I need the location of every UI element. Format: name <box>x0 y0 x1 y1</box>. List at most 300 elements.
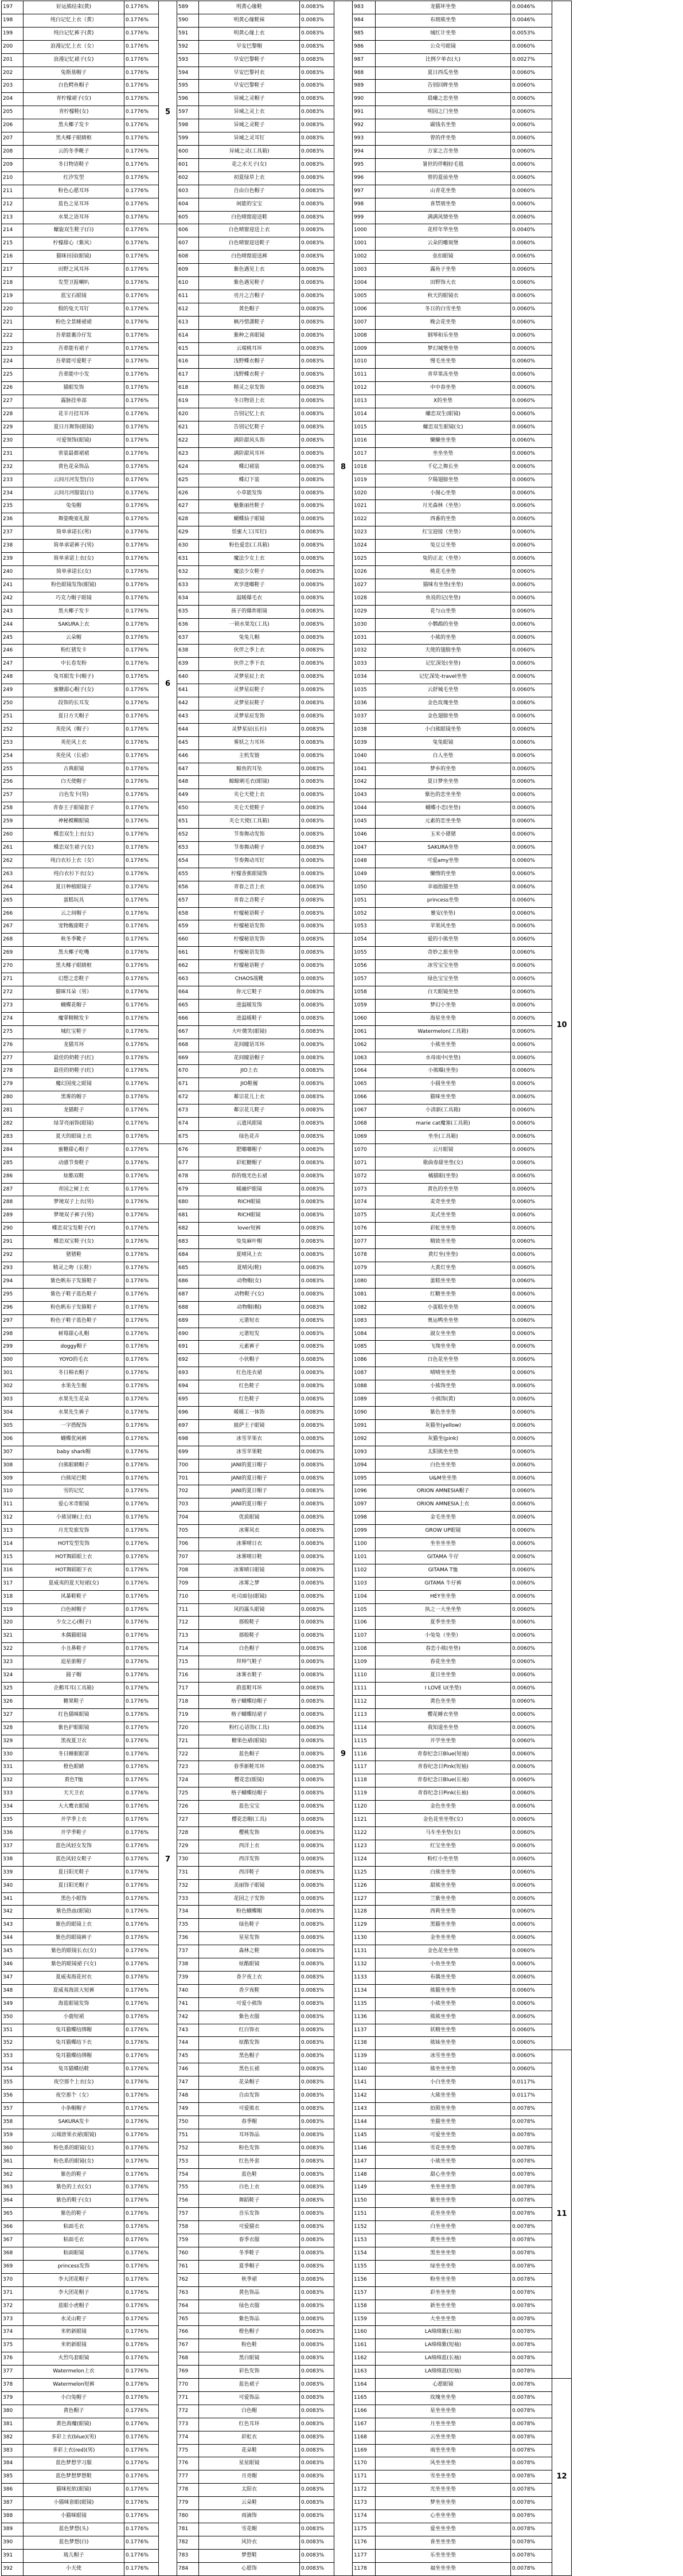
item-rank: 198 <box>2 14 24 27</box>
item-rank: 635 <box>177 605 199 618</box>
item-probability: 0.0060% <box>511 500 552 513</box>
table-row <box>353 513 572 526</box>
item-rank: 690 <box>177 1328 199 1341</box>
item-name: 碳钱名坐垫 <box>376 119 511 132</box>
table-row <box>2 1 177 14</box>
item-name: 优质眼镜 <box>199 1512 300 1525</box>
table-row <box>2 1879 177 1892</box>
item-name: 云朵的雕刻堡 <box>376 237 511 251</box>
item-probability: 0.0083% <box>300 500 334 513</box>
item-rank: 1161 <box>353 2339 376 2352</box>
item-probability: 0.0060% <box>511 1012 552 1025</box>
table-row <box>353 1683 572 1696</box>
item-probability: 0.0060% <box>511 947 552 960</box>
item-rank: 1130 <box>353 1932 376 1945</box>
table-row <box>177 684 353 697</box>
item-probability: 0.1776% <box>124 1301 159 1314</box>
table-row <box>177 1446 353 1459</box>
table-row <box>2 934 177 947</box>
item-rank: 263 <box>2 868 24 881</box>
item-rank: 658 <box>177 907 199 920</box>
item-probability: 0.0060% <box>511 474 552 487</box>
item-name: 小鹿短裙 <box>24 2011 124 2024</box>
item-rank: 653 <box>177 842 199 855</box>
item-probability: 0.0083% <box>300 947 334 960</box>
table-row <box>353 106 572 119</box>
item-probability: 0.0060% <box>511 342 552 356</box>
table-row <box>177 1433 353 1446</box>
table-row <box>353 881 572 894</box>
item-rank: 245 <box>2 631 24 645</box>
table-row <box>353 2234 572 2247</box>
item-probability: 0.0083% <box>300 1801 334 1814</box>
item-rank: 311 <box>2 1498 24 1512</box>
table-row <box>2 1196 177 1209</box>
item-name: HOT发型发饰 <box>24 1538 124 1551</box>
item-rank: 286 <box>2 1170 24 1183</box>
item-rank: 1012 <box>353 382 376 395</box>
table-row <box>177 842 353 855</box>
item-probability: 0.1776% <box>124 1170 159 1183</box>
table-row <box>353 14 572 27</box>
item-probability: 0.1776% <box>124 14 159 27</box>
item-probability: 0.0083% <box>300 815 334 829</box>
item-rank: 769 <box>177 2366 199 2379</box>
item-name: 花坐坐坐垫 <box>376 2208 511 2221</box>
table-row <box>177 2221 353 2234</box>
item-name: 青春纪念日Blue(长袖) <box>376 1774 511 1787</box>
item-rank: 1077 <box>353 1236 376 1249</box>
table-row <box>177 1853 353 1866</box>
item-probability: 0.0060% <box>511 421 552 435</box>
item-probability: 0.1776% <box>124 2352 159 2366</box>
item-probability: 0.0078% <box>511 2260 552 2273</box>
table-row <box>353 697 572 711</box>
item-name: 红汐发型 <box>24 171 124 185</box>
item-rank: 1156 <box>353 2273 376 2286</box>
item-probability: 0.0060% <box>511 1157 552 1170</box>
item-name: 白色发卡(男) <box>24 789 124 802</box>
item-rank: 199 <box>2 27 24 40</box>
item-name: 蜜糖甜心帽子(女) <box>24 684 124 697</box>
item-probability: 0.0083% <box>300 1512 334 1525</box>
item-name: 黑色小眼饰 <box>24 1892 124 1906</box>
table-row <box>177 1722 353 1735</box>
item-rank: 1072 <box>353 1170 376 1183</box>
item-rank: 347 <box>2 1971 24 1984</box>
item-probability: 0.1776% <box>124 1683 159 1696</box>
item-name: 小清新(工具箱) <box>376 1104 511 1118</box>
item-probability: 0.0060% <box>511 1708 552 1722</box>
table-row <box>177 776 353 789</box>
table-row <box>177 763 353 776</box>
item-rank: 607 <box>177 237 199 251</box>
item-name: 青春纪念日Pink(长袖) <box>376 1787 511 1801</box>
item-name: 秋季裙 <box>199 2273 300 2286</box>
table-row <box>177 1669 353 1683</box>
item-name: 冰雾之梦 <box>199 1577 300 1590</box>
item-name: 早安巴黎衬衣 <box>199 67 300 80</box>
item-probability: 0.1776% <box>124 526 159 540</box>
table-row <box>2 829 177 842</box>
item-rank: 642 <box>177 697 199 711</box>
item-rank: 323 <box>2 1656 24 1669</box>
item-name: 兔兔儿帽 <box>199 631 300 645</box>
table-row <box>353 1341 572 1354</box>
item-probability: 0.1776% <box>124 1275 159 1288</box>
item-name: 梦幻城堡坐垫 <box>376 342 511 356</box>
table-row <box>177 1866 353 1879</box>
table-row <box>353 316 572 329</box>
item-rank: 350 <box>2 2011 24 2024</box>
item-probability: 0.0060% <box>511 540 552 553</box>
item-name: 小熊冒睡(上衣) <box>24 1512 124 1525</box>
item-rank: 713 <box>177 1630 199 1643</box>
item-name: 夏日月舞饰(眼镜) <box>24 421 124 435</box>
table-row <box>353 1695 572 1708</box>
item-rank: 672 <box>177 1091 199 1104</box>
item-rank: 356 <box>2 2090 24 2103</box>
table-row <box>2 947 177 960</box>
item-name: 黑夫椰子发卡 <box>24 119 124 132</box>
item-name: 记忆深处(坐垫) <box>376 658 511 671</box>
item-rank: 1007 <box>353 316 376 329</box>
table-row <box>2 2011 177 2024</box>
item-probability: 0.0060% <box>511 999 552 1012</box>
item-probability: 0.0083% <box>300 1143 334 1157</box>
item-probability: 0.0060% <box>511 2037 552 2050</box>
item-rank: 372 <box>2 2300 24 2313</box>
table-row <box>177 474 353 487</box>
item-probability: 0.1776% <box>124 185 159 198</box>
item-name: 异域之灵上衣 <box>199 106 300 119</box>
item-name: 粉红心语饰(工具) <box>199 1722 300 1735</box>
item-rank: 1138 <box>353 2037 376 2050</box>
table-row <box>2 2444 177 2457</box>
table-row <box>2 553 177 566</box>
item-rank: 1150 <box>353 2195 376 2208</box>
item-rank: 1045 <box>353 815 376 829</box>
table-row <box>177 815 353 829</box>
item-rank: 984 <box>353 14 376 27</box>
item-rank: 680 <box>177 1196 199 1209</box>
item-probability: 0.0078% <box>511 2418 552 2431</box>
item-probability: 0.0083% <box>300 93 334 106</box>
item-rank: 784 <box>177 2562 199 2575</box>
item-rank: 351 <box>2 2024 24 2037</box>
item-rank: 1097 <box>353 1498 376 1512</box>
item-rank: 591 <box>177 27 199 40</box>
table-row <box>177 316 353 329</box>
item-probability: 0.0078% <box>511 2326 552 2339</box>
item-name: 蛋糕坐坐垫 <box>376 1275 511 1288</box>
item-rank: 1071 <box>353 1157 376 1170</box>
item-probability: 0.0060% <box>511 277 552 290</box>
item-probability: 0.0083% <box>300 1840 334 1853</box>
table-row <box>177 395 353 408</box>
item-rank: 754 <box>177 2168 199 2181</box>
item-name: 布偶坐坐垫 <box>376 1971 511 1984</box>
table-row <box>353 2549 572 2562</box>
item-name: 中长卷发粉 <box>24 658 124 671</box>
item-probability: 0.0083% <box>300 1367 334 1380</box>
table-row <box>353 1564 572 1577</box>
item-probability: 0.0083% <box>300 1735 334 1748</box>
table-row <box>177 106 353 119</box>
item-probability: 0.0083% <box>300 1577 334 1590</box>
table-row <box>177 960 353 973</box>
item-name: 晚会花坐垫 <box>376 316 511 329</box>
table-row <box>177 2050 353 2063</box>
item-name: YOYO的毛衣 <box>24 1354 124 1367</box>
table-row <box>353 80 572 93</box>
item-probability: 0.0083% <box>300 2260 334 2273</box>
item-name: 灰猫坐(yellow) <box>376 1419 511 1433</box>
table-row <box>353 1787 572 1801</box>
item-rank: 1111 <box>353 1683 376 1696</box>
item-name: 木偶猫眼镜 <box>24 1630 124 1643</box>
item-rank: 243 <box>2 605 24 618</box>
item-probability: 0.0083% <box>300 1958 334 1972</box>
item-name: 水果先生帽 <box>24 1380 124 1394</box>
item-probability: 0.0083% <box>300 251 334 264</box>
item-name: 青春王子眼镜套子 <box>24 802 124 815</box>
table-row <box>177 211 353 224</box>
table-row <box>353 171 572 185</box>
item-name: 蝶幻裙装 <box>199 460 300 474</box>
item-probability: 0.0060% <box>511 645 552 658</box>
item-rank: 235 <box>2 500 24 513</box>
table-row <box>2 1525 177 1538</box>
item-rank: 766 <box>177 2326 199 2339</box>
item-name: 小丑鼻鞋子 <box>24 1643 124 1656</box>
item-probability: 0.0083% <box>300 868 334 881</box>
item-probability: 0.1776% <box>124 960 159 973</box>
item-rank: 1122 <box>353 1826 376 1840</box>
item-name: I LOVE U(坐垫) <box>376 1683 511 1696</box>
item-probability: 0.1776% <box>124 934 159 947</box>
item-rank: 724 <box>177 1774 199 1787</box>
item-name: 舞蹈鞋子 <box>199 2195 300 2208</box>
item-rank: 701 <box>177 1472 199 1485</box>
table-row <box>2 881 177 894</box>
item-name: 海星坐坐垫 <box>376 1012 511 1025</box>
item-name: 可爱熊衣 <box>199 2103 300 2116</box>
item-probability: 0.0083% <box>300 434 334 447</box>
item-probability: 0.0078% <box>511 2129 552 2142</box>
item-rank: 1074 <box>353 1196 376 1209</box>
item-rank: 651 <box>177 815 199 829</box>
item-name: 简单承诺长(女) <box>24 565 124 579</box>
item-probability: 0.0060% <box>511 1826 552 1840</box>
table-row <box>353 631 572 645</box>
item-name: 冰雾晴日衣 <box>199 1538 300 1551</box>
item-name: 你元它鞋子 <box>199 986 300 999</box>
item-name: 金色花坐坐垫 <box>376 1945 511 1958</box>
item-name: 粉坐坐坐垫 <box>376 2273 511 2286</box>
item-rank: 763 <box>177 2286 199 2300</box>
item-rank: 1142 <box>353 2090 376 2103</box>
item-rank: 318 <box>2 1590 24 1603</box>
item-rank: 260 <box>2 829 24 842</box>
item-probability: 0.0083% <box>300 1288 334 1301</box>
item-rank: 273 <box>2 999 24 1012</box>
item-rank: 287 <box>2 1183 24 1196</box>
item-name: 心坐坐坐垫 <box>376 2510 511 2523</box>
table-row <box>177 1354 353 1367</box>
item-rank: 624 <box>177 460 199 474</box>
item-probability: 0.1776% <box>124 1787 159 1801</box>
table-row <box>177 671 353 684</box>
item-name: 花园之子发饰 <box>199 1892 300 1906</box>
table-row <box>2 710 177 723</box>
item-name: 明园之门坐垫 <box>376 106 511 119</box>
item-rank: 1065 <box>353 1078 376 1091</box>
table-row <box>2 973 177 986</box>
item-rank: 346 <box>2 1958 24 1972</box>
item-probability: 0.0060% <box>511 1669 552 1683</box>
table-row <box>177 500 353 513</box>
table-row <box>2 1459 177 1472</box>
item-probability: 0.1776% <box>124 592 159 605</box>
item-name: 魔掌精精发卡 <box>24 1012 124 1025</box>
item-name: 绿色宝宝坐垫 <box>376 973 511 986</box>
item-name: ORION AMNESIA帽子 <box>376 1485 511 1498</box>
table-row <box>177 132 353 146</box>
item-rank: 761 <box>177 2260 199 2273</box>
item-rank: 1069 <box>353 1130 376 1143</box>
item-name: 黑色帽子 <box>199 2050 300 2063</box>
table-row <box>177 408 353 421</box>
table-row <box>353 763 572 776</box>
table-row <box>353 2300 572 2313</box>
item-rank: 210 <box>2 171 24 185</box>
item-probability: 0.1776% <box>124 1695 159 1708</box>
item-rank: 391 <box>2 2549 24 2562</box>
table-row <box>2 2208 177 2221</box>
table-row <box>177 1577 353 1590</box>
item-name: 雨坐坐坐垫 <box>376 2444 511 2457</box>
item-rank: 1109 <box>353 1656 376 1669</box>
item-rank: 1176 <box>353 2536 376 2549</box>
item-probability: 0.0083% <box>300 684 334 697</box>
item-probability: 0.0083% <box>300 881 334 894</box>
table-row <box>353 1748 572 1761</box>
table-row <box>177 2286 353 2300</box>
table-row <box>177 1801 353 1814</box>
item-rank: 373 <box>2 2313 24 2326</box>
table-row <box>353 198 572 211</box>
table-row <box>177 1406 353 1419</box>
item-probability: 0.1776% <box>124 2050 159 2063</box>
item-rank: 992 <box>353 119 376 132</box>
table-row <box>2 1170 177 1183</box>
item-name: 猫咪田园(眼镜) <box>24 251 124 264</box>
item-probability: 0.0060% <box>511 1577 552 1590</box>
item-name: 风暴鞋鞋子 <box>24 1590 124 1603</box>
item-name: 粉色帆布子发箍鞋子 <box>24 1301 124 1314</box>
item-probability: 0.0060% <box>511 1551 552 1564</box>
item-name: LA绵绵蓝(长袖) <box>376 2352 511 2366</box>
item-rank: 767 <box>177 2339 199 2352</box>
item-probability: 0.1776% <box>124 1065 159 1078</box>
item-probability: 0.0083% <box>300 1971 334 1984</box>
item-rank: 777 <box>177 2470 199 2484</box>
item-probability: 0.0083% <box>300 2090 334 2103</box>
item-probability: 0.0083% <box>300 1932 334 1945</box>
item-rank: 202 <box>2 67 24 80</box>
item-name: 粉色鞋 <box>199 2339 300 2352</box>
item-probability: 0.1776% <box>124 2129 159 2142</box>
item-rank: 626 <box>177 487 199 500</box>
item-rank: 1064 <box>353 1065 376 1078</box>
item-probability: 0.1776% <box>124 1236 159 1249</box>
table-row <box>353 1879 572 1892</box>
item-rank: 288 <box>2 1196 24 1209</box>
table-row <box>2 1997 177 2011</box>
item-rank: 1147 <box>353 2155 376 2168</box>
item-rank: 291 <box>2 1236 24 1249</box>
item-probability: 0.0060% <box>511 1485 552 1498</box>
table-row <box>177 1971 353 1984</box>
table-row <box>353 1590 572 1603</box>
item-probability: 0.0083% <box>300 1603 334 1617</box>
item-probability: 0.0083% <box>300 224 334 237</box>
item-probability: 0.1776% <box>124 2549 159 2562</box>
item-name: 一字搭配饰 <box>24 1419 124 1433</box>
item-name: 粘面毛衣 <box>24 2221 124 2234</box>
table-row <box>2 763 177 776</box>
item-probability: 0.0078% <box>511 2103 552 2116</box>
item-probability: 0.1776% <box>124 27 159 40</box>
item-name: 开学季鞋子 <box>24 1826 124 1840</box>
item-name: 绿色鞋子 <box>199 1919 300 1932</box>
table-row <box>353 2260 572 2273</box>
item-name: 比例夕单衣(大) <box>376 53 511 67</box>
item-rank: 344 <box>2 1932 24 1945</box>
table-row <box>2 1104 177 1118</box>
table-row <box>353 2116 572 2129</box>
item-rank: 1141 <box>353 2077 376 2090</box>
item-rank: 1137 <box>353 2024 376 2037</box>
table-row <box>353 1997 572 2011</box>
item-name: 小白兔帽子 <box>24 2391 124 2405</box>
item-name: HOT舞蹈眼上衣 <box>24 1551 124 1564</box>
item-name: 蛋糕玩具 <box>24 894 124 907</box>
item-rank: 779 <box>177 2497 199 2510</box>
item-probability: 0.0083% <box>300 2523 334 2536</box>
item-name: 英伦风上衣 <box>24 736 124 750</box>
item-rank: 327 <box>2 1708 24 1722</box>
table-row <box>353 2273 572 2286</box>
item-probability: 0.0060% <box>511 460 552 474</box>
item-rank: 757 <box>177 2208 199 2221</box>
item-rank: 721 <box>177 1735 199 1748</box>
item-probability: 0.1776% <box>124 1394 159 1407</box>
item-rank: 1080 <box>353 1275 376 1288</box>
item-name: 太阳熊坐坐垫 <box>376 1446 511 1459</box>
item-name: 粉色发饰 <box>199 2142 300 2155</box>
item-name: 紫色的鞋子(女) <box>24 2195 124 2208</box>
item-name: 假的兔天耳钉 <box>24 303 124 316</box>
item-probability: 0.0083% <box>300 1853 334 1866</box>
table-row <box>177 1787 353 1801</box>
item-probability: 0.1776% <box>124 2090 159 2103</box>
item-name: 花间瞳语耳环 <box>199 1039 300 1052</box>
item-probability: 0.0083% <box>300 1078 334 1091</box>
item-rank: 1140 <box>353 2063 376 2077</box>
item-name: RICH眼镜 <box>199 1196 300 1209</box>
